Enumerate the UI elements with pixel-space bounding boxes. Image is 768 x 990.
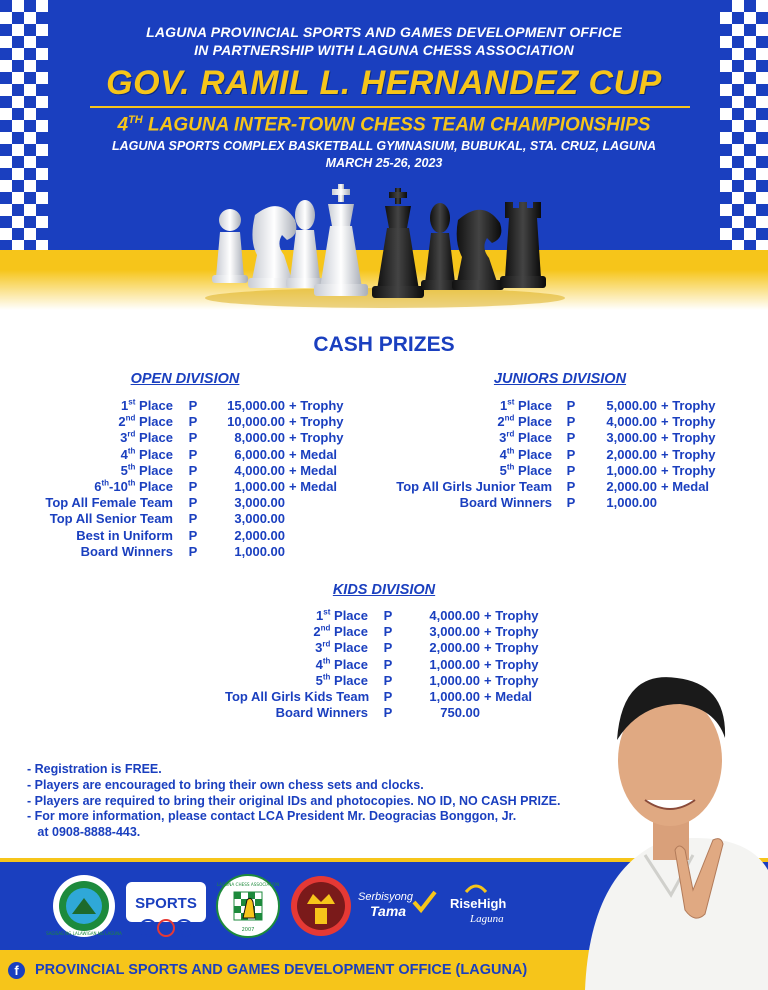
prize-place-part: 6	[94, 478, 102, 494]
note-line: - Players are required to bring their original IDs and photocopies. NO ID, NO CASH PRIZE.	[27, 793, 561, 808]
prize-place-part: Place	[135, 414, 173, 430]
prize-place-part: Board Winners	[275, 705, 368, 721]
prize-place-part: 5	[499, 462, 507, 478]
black-king-icon	[372, 188, 424, 298]
prize-place-part: Top All Senior Team	[49, 511, 173, 527]
juniors-prize-row	[385, 495, 716, 511]
prize-place-part: Place	[135, 478, 173, 494]
prize-place-part: 5	[315, 672, 323, 688]
prize-currency: P	[383, 608, 393, 623]
prize-place	[225, 640, 368, 656]
prize-currency: P	[383, 656, 393, 672]
note-line: - For more information, please contact LCA President Mr. Deogracias Bonggon, Jr.	[27, 809, 517, 824]
prize-place	[20, 430, 173, 446]
open-prize-row	[20, 414, 344, 430]
prize-place-part: Place	[514, 462, 552, 478]
prize-place-part: nd	[504, 413, 515, 423]
black-knight-icon	[452, 210, 504, 290]
prize-place-part: th	[322, 672, 331, 682]
prize-place-part: th	[127, 446, 136, 456]
cash-prizes-title: CASH PRIZES	[313, 333, 455, 356]
prize-place-part: 1	[316, 608, 324, 623]
prize-place	[20, 544, 173, 560]
prize-currency: P	[188, 495, 198, 511]
white-king-icon	[314, 184, 368, 296]
open-division-title: OPEN DIVISION	[130, 371, 240, 387]
prize-place	[225, 673, 368, 689]
prize-award: + Trophy	[484, 672, 539, 688]
prize-currency: P	[383, 672, 393, 688]
prize-award: + Trophy	[661, 414, 716, 430]
serbisyong-text: Serbisyong	[358, 891, 414, 903]
prize-award: + Trophy	[484, 608, 539, 623]
venue: LAGUNA SPORTS COMPLEX BASKETBALL GYMNASIUM, BUBUKAL, STA. CRUZ, LAGUNA	[112, 139, 656, 153]
seal-text: SAGISAG NG LALAWIGAN NG LAGUNA	[46, 931, 122, 936]
prize-place	[385, 430, 552, 446]
note-line: - Registration is FREE.	[27, 762, 162, 776]
chess-association-text: LAGUNA CHESS ASSOCIATION	[216, 882, 280, 887]
prize-amount: 750.00	[440, 705, 480, 721]
serbisyong-tama-logo	[356, 884, 440, 924]
prize-place-part: 2	[497, 414, 505, 430]
black-rook-icon	[500, 202, 546, 288]
prize-place-part: th	[506, 462, 515, 472]
prize-place-part: st	[507, 397, 515, 407]
prize-place	[20, 398, 173, 414]
prize-award	[657, 495, 661, 511]
prize-place-part: 4	[120, 446, 128, 462]
prize-place-part: th	[322, 656, 331, 666]
prize-place-part: st	[128, 397, 136, 407]
prize-currency: P	[383, 688, 393, 704]
prize-amount: 4,000.00	[606, 414, 657, 430]
subtitle-ordinal: TH	[128, 114, 143, 126]
risehigh-text: RiseHigh	[450, 896, 507, 911]
prize-place-part: Place	[330, 672, 368, 688]
prize-award: + Medal	[661, 478, 710, 494]
prize-place-part: rd	[127, 430, 136, 440]
prize-place-part: Board Winners	[80, 543, 173, 559]
prize-place-part: 5	[120, 462, 128, 478]
tama-text: Tama	[370, 903, 407, 919]
prize-place	[225, 624, 368, 640]
prize-amount: 1,000.00	[234, 478, 285, 494]
subtitle-number: 4	[117, 114, 129, 136]
prize-place-part: 1	[121, 398, 129, 413]
prize-amount: 3,000.00	[606, 430, 657, 446]
prize-amount: 3,000.00	[234, 495, 285, 511]
prize-currency: P	[188, 430, 198, 446]
prize-place	[20, 479, 173, 495]
prize-amount: 1,000.00	[429, 688, 480, 704]
prize-award	[480, 705, 484, 721]
juniors-prize-row	[385, 447, 716, 463]
prize-place	[385, 479, 552, 495]
open-prize-row	[20, 447, 344, 463]
facebook-icon[interactable]: f	[8, 962, 25, 979]
prize-place	[225, 657, 368, 673]
prize-place	[385, 463, 552, 479]
laguna-seal-logo	[46, 874, 122, 938]
laguna-script-text: Laguna	[470, 913, 504, 925]
white-knight-icon	[248, 206, 298, 288]
prize-amount: 15,000.00	[227, 398, 285, 413]
prize-award: + Trophy	[661, 446, 716, 462]
prize-award: + Medal	[289, 462, 338, 478]
prize-place	[20, 463, 173, 479]
kids-prize-row	[225, 689, 539, 705]
prize-place-part: nd	[320, 623, 331, 633]
prize-amount: 5,000.00	[606, 398, 657, 413]
prize-place-part: th	[127, 478, 136, 488]
prize-place-part: Place	[135, 446, 173, 462]
prize-amount: 3,000.00	[234, 511, 285, 527]
prize-place-part: Place	[135, 430, 173, 446]
prize-currency: P	[188, 527, 198, 543]
prize-award: + Trophy	[661, 398, 716, 413]
black-bishop-icon	[421, 203, 459, 290]
prize-currency: P	[188, 478, 198, 494]
prize-currency: P	[566, 462, 576, 478]
prize-place-part: 3	[499, 430, 507, 446]
juniors-division-title: JUNIORS DIVISION	[493, 371, 627, 387]
prize-place-part: rd	[506, 430, 515, 440]
white-bishop-icon	[286, 200, 324, 288]
prize-currency: P	[566, 414, 576, 430]
kids-prize-row	[225, 624, 539, 640]
prize-currency: P	[188, 398, 198, 413]
prize-place-part: Top All Girls Kids Team	[225, 688, 370, 704]
prize-award: + Trophy	[661, 430, 716, 446]
prize-place-part: Top All Girls Junior Team	[396, 478, 552, 494]
open-prize-row	[20, 479, 344, 495]
chess-association-year: 2007	[241, 927, 255, 933]
prize-place-part: Place	[135, 398, 173, 413]
juniors-prize-row	[385, 479, 716, 495]
prize-currency: P	[566, 446, 576, 462]
prize-currency: P	[188, 414, 198, 430]
prize-award: + Trophy	[289, 398, 344, 413]
prize-award	[285, 528, 289, 544]
sports-office-logo	[126, 872, 206, 938]
prize-place-part: nd	[125, 413, 136, 423]
prize-currency: P	[188, 446, 198, 462]
prize-place-part: 2	[118, 414, 126, 430]
prize-place-part: Board Winners	[459, 495, 552, 511]
prize-amount: 6,000.00	[234, 446, 285, 462]
prize-currency: P	[188, 462, 198, 478]
subtitle-text: LAGUNA INTER-TOWN CHESS TEAM CHAMPIONSHIPS	[142, 114, 651, 136]
prize-place	[385, 398, 552, 414]
prize-award: + Trophy	[484, 640, 539, 656]
prize-amount: 1,000.00	[606, 462, 657, 478]
prize-place-part: -10	[109, 478, 128, 494]
prize-award: + Trophy	[484, 656, 539, 672]
prize-place-part: Place	[514, 414, 552, 430]
prize-place-part: 2	[313, 624, 321, 640]
open-prize-row	[20, 511, 344, 527]
kids-prize-row	[225, 673, 539, 689]
prize-amount: 10,000.00	[227, 414, 285, 430]
prize-award	[285, 511, 289, 527]
prize-currency: P	[383, 705, 393, 721]
prize-place	[225, 608, 368, 624]
white-pawn-icon	[212, 209, 248, 283]
prize-place-part: Best in Uniform	[76, 527, 173, 543]
prize-place-part: Place	[514, 446, 552, 462]
prize-place-part: 4	[499, 446, 507, 462]
prize-place	[385, 447, 552, 463]
note-line: - Players are encouraged to bring their own chess sets and clocks.	[27, 777, 424, 792]
kids-prize-row	[225, 608, 539, 624]
title-divider	[90, 106, 690, 108]
kids-prize-row	[225, 705, 539, 721]
prize-amount: 2,000.00	[429, 640, 480, 656]
prize-place-part: th	[506, 446, 515, 456]
prize-place-part: 3	[315, 640, 323, 656]
prize-award: + Medal	[289, 478, 338, 494]
juniors-prize-row	[385, 414, 716, 430]
prize-place	[225, 689, 368, 705]
prize-place	[20, 414, 173, 430]
event-date: MARCH 25-26, 2023	[325, 156, 443, 170]
kids-prize-row	[225, 657, 539, 673]
open-prize-row	[20, 495, 344, 511]
organizer-line-2: IN PARTNERSHIP WITH LAGUNA CHESS ASSOCIATION	[194, 42, 574, 58]
organizer-line-1: LAGUNA PROVINCIAL SPORTS AND GAMES DEVELOPMENT OFFICE	[146, 24, 622, 40]
prize-currency: P	[383, 640, 393, 656]
prize-place	[225, 705, 368, 721]
prize-amount: 4,000.00	[234, 462, 285, 478]
open-prize-row	[20, 398, 344, 414]
prize-amount: 2,000.00	[234, 527, 285, 543]
prize-award: + Trophy	[484, 624, 539, 640]
kids-prize-row	[225, 640, 539, 656]
prize-place	[20, 447, 173, 463]
juniors-prize-row	[385, 398, 716, 414]
prize-place-part: st	[323, 607, 331, 617]
chess-pieces-illustration	[200, 180, 570, 310]
prize-place-part: th	[101, 478, 110, 488]
prize-place-part: rd	[322, 640, 331, 650]
prize-place-part: Place	[330, 656, 368, 672]
prize-amount: 8,000.00	[234, 430, 285, 446]
kids-division-title: KIDS DIVISION	[332, 582, 436, 598]
crown-emblem-logo	[290, 874, 352, 938]
event-subtitle	[0, 114, 768, 136]
prize-place-part: th	[127, 462, 136, 472]
prize-award: + Trophy	[661, 462, 716, 478]
prize-place-part: Place	[330, 624, 368, 640]
prize-amount: 1,000.00	[606, 495, 657, 511]
open-prize-row	[20, 528, 344, 544]
notes	[27, 762, 607, 841]
kids-division-table	[225, 608, 539, 721]
prize-place	[385, 495, 552, 511]
prize-place-part: Place	[330, 640, 368, 656]
prize-currency: P	[188, 543, 198, 559]
prize-place-part: Place	[330, 608, 368, 623]
note-line: at 0908-8888-443.	[27, 825, 141, 840]
prize-amount: 1,000.00	[429, 672, 480, 688]
prize-place	[20, 528, 173, 544]
open-prize-row	[20, 430, 344, 446]
juniors-prize-row	[385, 430, 716, 446]
prize-amount: 2,000.00	[606, 478, 657, 494]
prize-currency: P	[566, 495, 576, 511]
juniors-division-table	[385, 398, 716, 511]
prize-award: + Trophy	[289, 430, 344, 446]
open-prize-row	[20, 463, 344, 479]
prize-place-part: 1	[500, 398, 508, 413]
prize-place-part: Place	[514, 398, 552, 413]
prize-amount: 3,000.00	[429, 624, 480, 640]
prize-currency: P	[566, 398, 576, 413]
prize-amount: 1,000.00	[234, 543, 285, 559]
prize-place-part: 3	[120, 430, 128, 446]
prize-place	[20, 511, 173, 527]
juniors-prize-row	[385, 463, 716, 479]
prize-award: + Trophy	[289, 414, 344, 430]
prize-place	[20, 495, 173, 511]
prize-place-part: Place	[135, 462, 173, 478]
prize-amount: 4,000.00	[429, 608, 480, 623]
footer-office-name: PROVINCIAL SPORTS AND GAMES DEVELOPMENT OFFICE (LAGUNA)	[35, 962, 528, 978]
prize-award: + Medal	[484, 688, 533, 704]
prize-award	[285, 544, 289, 560]
prize-award: + Medal	[289, 446, 338, 462]
prize-currency: P	[566, 478, 576, 494]
prize-currency: P	[188, 511, 198, 527]
open-division-table	[20, 398, 344, 560]
prize-place	[385, 414, 552, 430]
prize-award	[285, 495, 289, 511]
prize-place-part: 4	[315, 656, 323, 672]
cup-title: GOV. RAMIL L. HERNANDEZ CUP	[106, 64, 662, 102]
open-prize-row	[20, 544, 344, 560]
prize-currency: P	[383, 624, 393, 640]
risehigh-laguna-logo	[446, 880, 522, 926]
governor-portrait	[575, 650, 768, 990]
sports-logo-text: SPORTS	[135, 895, 197, 912]
prize-amount: 1,000.00	[429, 656, 480, 672]
laguna-chess-association-logo	[216, 874, 280, 938]
prize-currency: P	[566, 430, 576, 446]
prize-place-part: Place	[514, 430, 552, 446]
prize-place-part: Top All Female Team	[45, 495, 173, 511]
prize-amount: 2,000.00	[606, 446, 657, 462]
